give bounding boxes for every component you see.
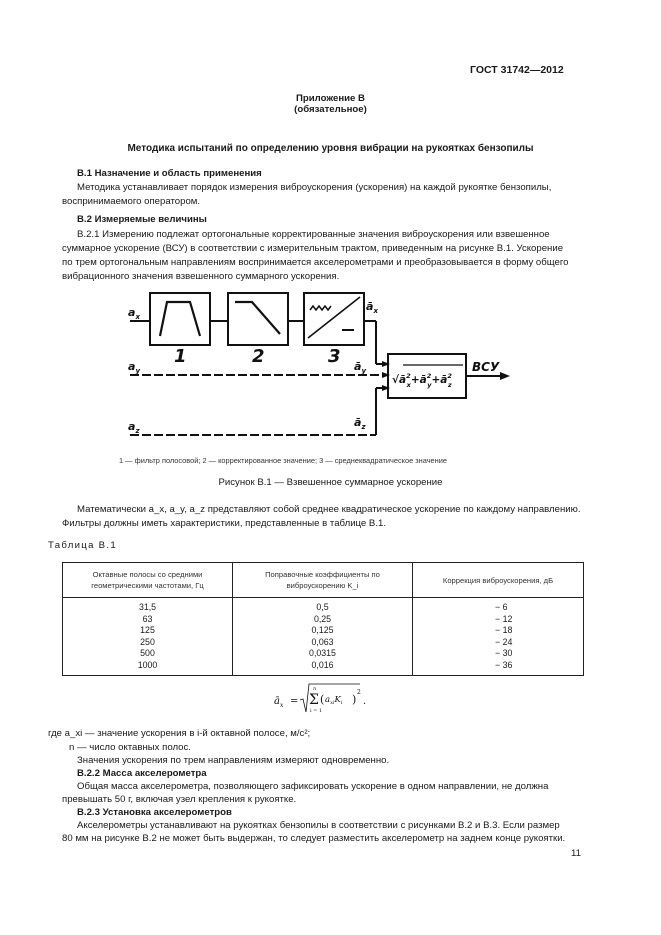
col-header-correction: Коррекция виброускорения, дБ xyxy=(413,563,584,598)
svg-text:2: 2 xyxy=(357,689,361,696)
svg-text:): ) xyxy=(352,693,357,706)
cell-correction: − 30 xyxy=(413,648,584,660)
b1-text-line2: воспринимаемого оператором. xyxy=(62,196,201,207)
table-row xyxy=(63,598,584,614)
def-note: Значения ускорения по трем направлениям измеряют одновременно. xyxy=(77,755,390,766)
svg-text:āx: $ā_x$ xyxy=(274,696,284,709)
output-label: ВСУ xyxy=(472,360,500,374)
cell-band: 125 xyxy=(63,625,233,637)
b2-text-line2: суммарное ускорение (ВСУ) в соответствии с измерительным трактом, приведенным на рисунке В.1. Ускорение xyxy=(62,243,564,254)
def-n: n — число октавных полос. xyxy=(69,742,191,753)
svg-text:(: ( xyxy=(320,693,325,706)
math-text-line1: Математически a_x, a_y, a_z представляют собой среднее квадратическое ускорение по каждому направлению. xyxy=(77,504,581,515)
b1-text-line1: Методика устанавливает порядок измерения виброускорения (ускорения) на каждой рукоятке бензопилы, xyxy=(77,182,552,193)
col-header-coeff: Поправочные коэффициенты по виброускорению K_i xyxy=(233,563,413,598)
label-az-bar: $ā_z$ xyxy=(354,416,366,431)
appendix-status: (обязательное) xyxy=(294,104,367,115)
svg-text:Σ: Σ xyxy=(309,692,319,708)
cell-coeff: 0,25 xyxy=(233,614,413,626)
b2-text-line1: В.2.1 Измерению подлежат ортогональные корректированные значения виброускорения или взвешенное xyxy=(77,229,550,240)
svg-text:axiKi: $a_{xi}K_i$ xyxy=(325,695,343,706)
cell-correction: − 12 xyxy=(413,614,584,626)
heading-b22: В.2.2 Масса акселерометра xyxy=(77,768,207,779)
cell-coeff: 0,063 xyxy=(233,637,413,649)
cell-correction: − 6 xyxy=(413,598,584,614)
block-number-1: 1 xyxy=(174,346,187,367)
b22-text-line2: превышать 50 г, включая узел крепления к рукоятке. xyxy=(62,794,297,805)
filter-table xyxy=(62,562,584,676)
table-row xyxy=(63,625,584,637)
cell-band: 500 xyxy=(63,648,233,660)
table-label: Таблица В.1 xyxy=(48,540,117,551)
svg-text:n: n xyxy=(313,686,317,692)
cell-band: 250 xyxy=(63,637,233,649)
def-axi: где a_xi — значение ускорения в i-й октавной полосе, м/с²; xyxy=(48,728,311,739)
section-title: Методика испытаний по определению уровня вибрации на рукоятках бензопилы xyxy=(127,143,534,154)
label-ay-bar: $ā_y$ xyxy=(354,360,367,375)
b22-text-line1: Общая масса акселерометра, позволяющего зафиксировать ускорение в одном направлении, не должна xyxy=(77,781,549,792)
cell-coeff: 0,0315 xyxy=(233,648,413,660)
figure-caption: Рисунок В.1 — Взвешенное суммарное ускорение xyxy=(218,477,443,488)
label-ay: $a_y$ xyxy=(128,360,141,375)
cell-band: 63 xyxy=(63,614,233,626)
block-number-3: 3 xyxy=(328,346,341,367)
table-row xyxy=(63,637,584,649)
cell-correction: − 24 xyxy=(413,637,584,649)
table-row xyxy=(63,660,584,675)
cell-coeff: 0,125 xyxy=(233,625,413,637)
figure-legend: 1 — фильтр полосовой; 2 — корректированное значение; 3 — среднеквадратическое значение xyxy=(119,456,447,465)
figure-block-diagram xyxy=(120,288,540,448)
heading-b1: В.1 Назначение и область применения xyxy=(77,168,262,179)
b2-text-line4: вибрационного значения взвешенного суммарного ускорения. xyxy=(62,271,340,282)
cell-correction: − 36 xyxy=(413,660,584,675)
page-number: 11 xyxy=(571,848,581,859)
cell-correction: − 18 xyxy=(413,625,584,637)
math-text-line2: Фильтры должны иметь характеристики, представленные в таблице В.1. xyxy=(62,518,387,529)
b23-text-line2: 80 мм на рисунке В.2 не может быть выдержан, то следует разместить акселерометр на заднем конце рукоятки. xyxy=(62,833,566,844)
output-arrow-icon xyxy=(500,372,510,380)
b23-text-line1: Акселерометры устанавливают на рукоятках бензопилы в соответствии с рисунками В.2 и В.3. Если размер xyxy=(77,820,560,831)
label-ax-bar: $ā_x$ xyxy=(366,300,378,315)
appendix-title: Приложение В xyxy=(296,93,365,104)
col-header-bands: Октавные полосы со средними геометрическими частотами, Гц xyxy=(63,563,233,598)
cell-coeff: 0,5 xyxy=(233,598,413,614)
table-row xyxy=(63,648,584,660)
cell-band: 1000 xyxy=(63,660,233,675)
svg-text:i = 1: i = 1 xyxy=(310,708,323,714)
svg-text:.: . xyxy=(363,696,367,707)
ac-wave-icon xyxy=(310,306,331,310)
label-az: $a_z$ xyxy=(128,420,140,435)
bandpass-icon xyxy=(160,302,200,336)
block-number-2: 2 xyxy=(252,346,265,367)
block-1-bandpass xyxy=(150,293,210,345)
cell-coeff: 0,016 xyxy=(233,660,413,675)
b2-text-line3: по трем ортогональным направлениям воспринимается акселерометрами и преобразовывается в форму общего xyxy=(62,257,569,268)
block-2-correction xyxy=(228,293,288,345)
svg-text:=: = xyxy=(290,696,299,707)
label-ax: $a_x$ xyxy=(128,306,140,321)
table-row xyxy=(63,614,584,626)
rms-diagonal-icon xyxy=(308,297,360,338)
heading-b23: В.2.3 Установка акселерометров xyxy=(77,807,232,818)
sum-formula: $√ā^2$ $x+ā^2$ $y+ā^2$ z xyxy=(392,372,452,389)
rms-formula xyxy=(268,680,378,720)
standard-number: ГОСТ 31742—2012 xyxy=(470,64,564,76)
heading-b2: В.2 Измеряемые величины xyxy=(77,214,207,225)
correction-icon xyxy=(235,302,280,334)
cell-band: 31,5 xyxy=(63,598,233,614)
